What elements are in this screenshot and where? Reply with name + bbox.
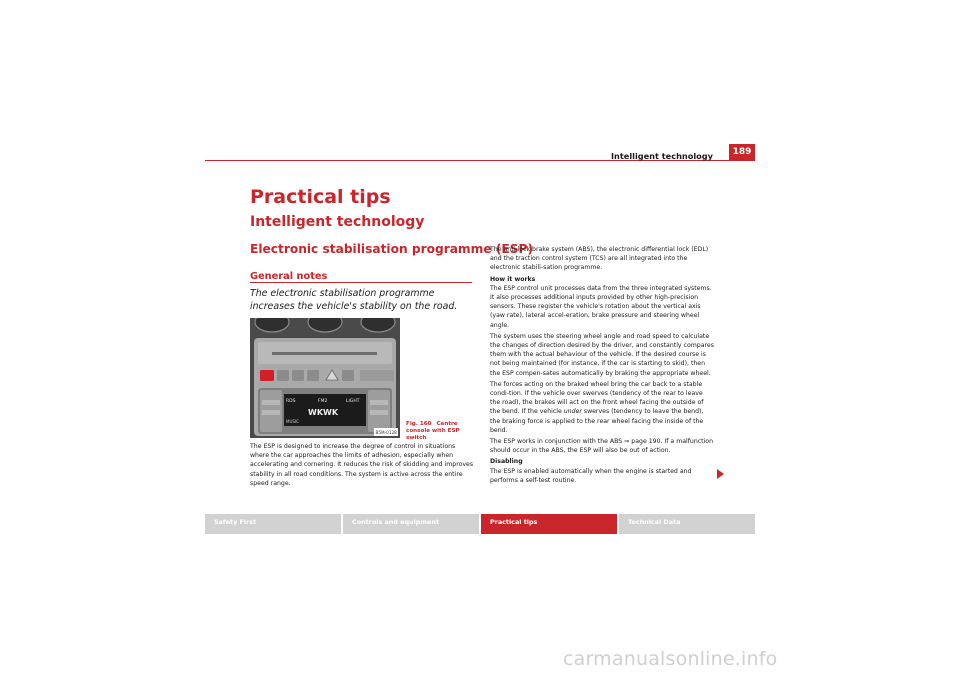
braking-forces-part-a: The forces acting on the braked wheel bring the car back to a stable condi-tion. If the vehicle over swerves (tendency of the rear to leave the road), the brakes will act on the front wheel facing the outside of the bend. If the vehicle (490, 380, 704, 416)
left-body-text (250, 442, 475, 490)
figure-code: B5M-0128 (375, 430, 397, 435)
radio-display-sub: MUSIC (286, 419, 299, 424)
braking-forces-part-b: swerves (tendency to leave the bend), the braking force is applied to the rear wheel facing the inside of the bend. (490, 408, 704, 434)
continue-arrow-icon (717, 469, 724, 479)
footer-tab-practical-tips[interactable]: Practical tips (481, 514, 617, 534)
figure-caption-number: Fig. 160 (406, 421, 432, 427)
paragraph-braking-forces (490, 380, 714, 435)
topic-title: General notes (250, 271, 328, 282)
heading-disabling: Disabling (490, 458, 523, 466)
page-number: 189 (729, 144, 755, 161)
paragraph-abs-link: The ESP works in conjunction with the ABS ⇒ page 190. If a malfunction should occur in the ABS, the ESP will also be out of action. (490, 438, 714, 455)
topic-rule (250, 282, 472, 283)
right-column (490, 245, 714, 487)
section-title: Intelligent technology (250, 214, 425, 230)
subsection-title: Electronic stabilisation programme (ESP) (250, 242, 534, 256)
radio-display-left: RDS (286, 399, 296, 404)
footer-nav (205, 514, 755, 534)
radio-display-right: LIGHT (346, 399, 360, 404)
centre-console-figure (250, 318, 400, 438)
left-body-paragraph: The ESP is designed to increase the degree of control in situations where the car approaches the limits of adhesion, especially when accelerating and cornering. It reduces the risk of skidding and improves stability in all road conditions. The system is active across the entire speed range. (250, 443, 474, 487)
under-emphasis: under (563, 408, 582, 416)
footer-tab-safety-first[interactable]: Safety First (205, 514, 341, 534)
radio-display-mid: FM2 (318, 399, 328, 404)
running-title: Intelligent technology (611, 151, 713, 161)
figure-caption-text: Centre console with ESP switch (406, 421, 460, 441)
paragraph-disabling: The ESP is enabled automatically when the engine is started and performs a self-test routine. (490, 467, 692, 484)
watermark: carmanualsonline.info (563, 648, 778, 670)
paragraph-steering-calculation: The system uses the steering wheel angle and road speed to calculate the changes of direction desired by the driver, and constantly compares them with the actual behaviour of the vehicle. If the desired course is not being maintained (for instance, if the car is starting to skid), then the ESP compen-sates automatically by braking the appropriate wheel. (490, 332, 714, 377)
radio-display-main: WKWK (308, 408, 339, 417)
footer-tab-technical-data[interactable]: Technical Data (619, 514, 755, 534)
figure-caption (406, 421, 472, 441)
paragraph-how-it-works: The ESP control unit processes data from the three integrated systems. It also processes additional inputs provided by other high-precision sensors. These register the vehicle's rotation about the vertical axis (yaw rate), lateral accel-eration, brake pressure and steering wheel angle. (490, 284, 712, 329)
chapter-title: Practical tips (250, 186, 391, 208)
paragraph-integration: The anti-lock brake system (ABS), the electronic differential lock (EDL) and the traction control system (TCS) are all integrated into the electronic stabili-sation programme. (490, 246, 709, 272)
heading-how-it-works: How it works (490, 275, 536, 283)
centre-console-illustration (250, 318, 400, 438)
intro-text: The electronic stabilisation programme increases the vehicle's stability on the road. (250, 288, 458, 312)
footer-tab-controls-and-equipment[interactable]: Controls and equipment (343, 514, 479, 534)
